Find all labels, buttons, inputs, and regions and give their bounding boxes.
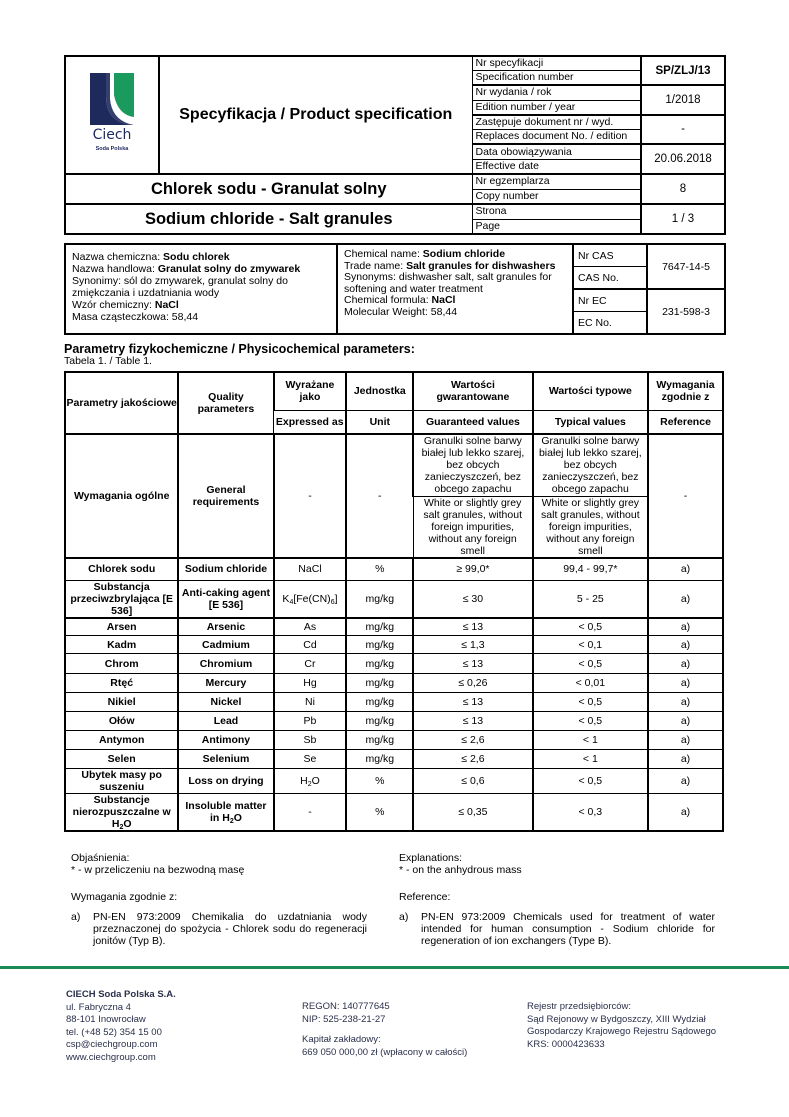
unit: mg/kg [346,731,413,750]
label: Chemical formula: [344,294,432,306]
cas-number: 7647-14-5 [647,244,725,289]
synonyms-en: Synonyms: dishwasher salt, salt granules for softening and water treatment [344,271,552,295]
trade-name-en: Salt granules for dishwashers [406,259,556,272]
header-unit-pl: Jednostka [346,372,413,410]
param-name-en: Sodium chloride [178,558,273,580]
address-street: ul. Fabryczna 4 [66,1001,131,1013]
guaranteed-value: ≤ 13 [413,618,532,636]
parameters-table [64,371,724,832]
svg-text:Soda Polska: Soda Polska [95,145,129,152]
explanations-title-pl: Objaśnienia: [71,852,130,864]
typical-value: < 0,1 [533,636,648,654]
typical-value: 99,4 - 99,7* [533,558,648,580]
typical-value: < 0,01 [533,674,648,693]
general-typical-en: White or slightly grey salt granules, without foreign impurities, without any foreign smell [533,496,648,558]
param-name-en: Nickel [178,693,273,712]
product-info [64,243,724,335]
reference: a) [648,636,723,654]
guaranteed-value: ≤ 0,6 [413,769,532,794]
document-header [64,55,724,235]
general-reference: - [648,434,723,558]
guaranteed-value: ≤ 0,35 [413,794,532,832]
nip: NIP: 525-238-21-27 [302,1013,386,1025]
param-name-en: Insoluble matter in $H_2O$ [178,794,273,832]
explanation-item-en: * - on the anhydrous mass [399,864,522,876]
registry-title: Rejestr przedsiębiorców: [527,1001,632,1012]
table-row [65,794,723,832]
param-name-pl: Ubytek masy po suszeniu [65,769,178,794]
typical-value: < 1 [533,731,648,750]
meta-label-pl: Zastępuje dokument nr / wyd. [472,115,641,130]
table-row [65,580,723,618]
guaranteed-value: ≤ 13 [413,654,532,674]
reference: a) [648,674,723,693]
section-title: Parametry fizykochemiczne / Physicochemical parameters: [64,342,415,356]
param-name-pl: Selen [65,750,178,769]
formula-en: NaCl [431,294,456,306]
meta-label-pl: Strona [472,204,641,219]
typical-value: < 0,5 [533,769,648,794]
unit: mg/kg [346,580,413,618]
general-name-en: General requirements [178,434,273,558]
header-reference-en: Reference [648,410,723,434]
guaranteed-value: ≤ 13 [413,693,532,712]
typical-value: 5 - 25 [533,580,648,618]
registry-court: Sąd Rejonowy w Bydgoszczy, XIII Wydział [527,1013,706,1025]
param-name-en: Lead [178,712,273,731]
unit: mg/kg [346,693,413,712]
param-name-en: Loss on drying [178,769,273,794]
product-name-pl: Chlorek sodu - Granulat solny [65,174,472,204]
expressed-as: $H_2O$ [274,769,347,794]
expressed-as: - [274,794,347,832]
trade-name-pl: Granulat solny do zmywarek [157,263,301,275]
guaranteed-value: ≤ 30 [413,580,532,618]
regon: REGON: 140777645 [302,1001,390,1012]
unit: mg/kg [346,750,413,769]
document-title: Specyfikacja / Product specification [159,56,472,174]
meta-label-pl: Nr specyfikacji [472,56,641,71]
guaranteed-value: ≥ 99,0* [413,558,532,580]
explanations-en [399,852,522,876]
param-name-en: Cadmium [178,636,273,654]
table-row [65,636,723,654]
param-name-pl: Antymon [65,731,178,750]
expressed-as: Cr [274,654,347,674]
reference: a) [648,750,723,769]
unit: mg/kg [346,654,413,674]
param-name-pl: Chlorek sodu [65,558,178,580]
table-row [65,674,723,693]
explanations-title-en: Explanations: [399,852,463,864]
typical-value: < 0,5 [533,618,648,636]
expressed-as: Se [274,750,347,769]
header-typical-pl: Wartości typowe [533,372,648,410]
param-name-en: Arsenic [178,618,273,636]
chemical-name-en: Sodium chloride [422,248,506,260]
table-row-general [65,434,723,496]
cas-label-pl: Nr CAS [573,244,647,267]
logo-cell [65,56,159,174]
general-guaranteed-en: White or slightly grey salt granules, without foreign impurities, without any foreign smell [413,496,532,558]
param-name-pl: Rtęć [65,674,178,693]
table-row [65,654,723,674]
ec-number: 231-598-3 [647,289,725,334]
meta-label-pl: Nr egzemplarza [472,174,641,189]
phone: tel. (+48 52) 354 15 00 [66,1026,162,1038]
reference-item-pl [71,911,367,947]
general-guaranteed-pl: Granulki solne barwy białej lub lekko szarej, bez obcych zanieczyszczeń, bez obcego zapachu [413,434,532,496]
info-english [337,244,573,334]
param-name-en: Antimony [178,731,273,750]
unit: mg/kg [346,618,413,636]
reference-label: a) [399,911,409,923]
explanation-item-pl: * - w przeliczeniu na bezwodną masę [71,864,245,876]
general-expressed: - [274,434,347,558]
spec-number: SP/ZLJ/13 [641,56,725,85]
guaranteed-value: ≤ 13 [413,712,532,731]
label: Trade name: [344,259,407,272]
reference-text-pl: PN-EN 973:2009 Chemikalia do uzdatniania wody przeznaczonej do spożycia - Chlorek sodu do regeneracji jonitów (Typ B). [93,911,367,947]
reference: a) [648,712,723,731]
typical-value: < 0,5 [533,693,648,712]
header-unit-en: Unit [346,410,413,434]
unit: % [346,558,413,580]
meta-label-en: Copy number [472,189,641,204]
synonyms-pl: Synonimy: sól do zmywarek, granulat solny do zmiękczania i uzdatniania wody [72,275,288,299]
typical-value: < 0,5 [533,712,648,731]
param-name-en: Selenium [178,750,273,769]
formula-pl: NaCl [154,299,179,311]
param-name-pl: Chrom [65,654,178,674]
typical-value: < 0,3 [533,794,648,832]
header-expressed-pl: Wyrażane jako [274,372,347,410]
website-link[interactable]: www.ciechgroup.com [66,1051,156,1063]
registry-division: Gospodarczy Krajowego Rejestru Sądowego [527,1026,717,1037]
chemical-name-pl: Sodu chlorek [163,251,230,263]
param-name-pl: Nikiel [65,693,178,712]
table-caption: Tabela 1. / Table 1. [64,355,152,367]
meta-label-en: Specification number [472,71,641,86]
header-param-en: Quality parameters [178,372,273,434]
param-name-en: Chromium [178,654,273,674]
param-name-pl: Kadm [65,636,178,654]
guaranteed-value: ≤ 0,26 [413,674,532,693]
effective-date: 20.06.2018 [641,144,725,174]
typical-value: < 0,5 [533,654,648,674]
expressed-as: As [274,618,347,636]
param-name-pl: Ołów [65,712,178,731]
header-guaranteed-pl: Wartości gwarantowane [413,372,532,410]
footer-registry [527,1001,716,1051]
ciech-logo-icon [84,69,140,157]
krs-number: KRS: 0000423633 [527,1038,605,1050]
table-row [65,750,723,769]
expressed-as: NaCl [274,558,347,580]
table-row [65,731,723,750]
header-expressed-en: Expressed as [274,410,347,434]
meta-label-en: Edition number / year [472,100,641,115]
reference: a) [648,618,723,636]
reference-title-en: Reference: [399,891,451,903]
footer-divider [0,966,789,969]
unit: % [346,794,413,832]
address-city: 88-101 Inowrocław [66,1014,146,1025]
cas-label-en: CAS No. [573,267,647,290]
header-param-pl: Parametry jakościowe [65,372,178,434]
reference: a) [648,769,723,794]
capital-label: Kapitał zakładowy: [302,1034,381,1045]
meta-label-en: Page [472,219,641,234]
email-link[interactable]: csp@ciechgroup.com [66,1039,158,1050]
guaranteed-value: ≤ 1,3 [413,636,532,654]
label: Nazwa handlowa: [72,263,158,275]
footer-registration [302,1001,467,1059]
molecular-weight-en: Molecular Weight: 58,44 [344,305,458,318]
footer-company [66,989,176,1064]
param-name-en: Anti-caking agent [E 536] [178,580,273,618]
explanations-pl [71,852,244,876]
table-row [65,712,723,731]
general-name-pl: Wymagania ogólne [65,434,178,558]
page-number: 1 / 3 [641,204,725,234]
header-guaranteed-en: Guaranteed values [413,410,532,434]
reference-item-en [399,911,715,947]
reference: a) [648,558,723,580]
reference: a) [648,693,723,712]
param-name-en: Mercury [178,674,273,693]
molecular-mass-pl: Masa cząsteczkowa: 58,44 [72,311,199,323]
unit: mg/kg [346,674,413,693]
reference-label: a) [71,911,81,923]
param-name-pl: Substancje nierozpuszczalne w $H_2O$ [65,794,178,832]
expressed-as: Hg [274,674,347,693]
label: Wzór chemiczny: [72,299,155,311]
table-row [65,693,723,712]
label: Nazwa chemiczna: [72,251,164,263]
expressed-as: Sb [274,731,347,750]
info-polish [65,244,337,334]
label: Chemical name: [344,248,423,260]
reference-title-pl: Wymagania zgodnie z: [71,891,178,903]
table-row [65,769,723,794]
reference-text-en: PN-EN 973:2009 Chemicals used for treatment of water intended for human consumption - Sodium chloride for regeneration of ion exchangers (Type B). [421,911,715,947]
product-name-en: Sodium chloride - Salt granules [65,204,472,234]
meta-label-pl: Data obowiązywania [472,144,641,159]
meta-label-en: Effective date [472,160,641,175]
meta-label-en: Replaces document No. / edition [472,130,641,145]
capital-value: 669 050 000,00 zł (wpłacony w całości) [302,1046,468,1058]
reference: a) [648,731,723,750]
unit: mg/kg [346,712,413,731]
meta-label-pl: Nr wydania / rok [472,85,641,100]
copy-number: 8 [641,174,725,204]
expressed-as: Ni [274,693,347,712]
reference: a) [648,580,723,618]
ec-label-pl: Nr EC [573,289,647,312]
general-unit: - [346,434,413,558]
header-reference-pl: Wymagania zgodnie z [648,372,723,410]
table-row [65,558,723,580]
company-name: CIECH Soda Polska S.A. [66,989,176,1000]
unit: mg/kg [346,636,413,654]
svg-text:Ciech: Ciech [92,126,132,143]
edition-number: 1/2018 [641,85,725,115]
table-row [65,618,723,636]
reference: a) [648,654,723,674]
header-typical-en: Typical values [533,410,648,434]
guaranteed-value: ≤ 2,6 [413,750,532,769]
ec-label-en: EC No. [573,312,647,335]
unit: % [346,769,413,794]
expressed-as: $K_4[Fe(CN)_6]$ [274,580,347,618]
typical-value: < 1 [533,750,648,769]
reference: a) [648,794,723,832]
general-typical-pl: Granulki solne barwy białej lub lekko szarej, bez obcych zanieczyszczeń, bez obcego zapachu [533,434,648,496]
expressed-as: Pb [274,712,347,731]
replaces-document: - [641,115,725,145]
expressed-as: Cd [274,636,347,654]
param-name-pl: Substancja przeciwzbrylająca [E 536] [65,580,178,618]
param-name-pl: Arsen [65,618,178,636]
guaranteed-value: ≤ 2,6 [413,731,532,750]
